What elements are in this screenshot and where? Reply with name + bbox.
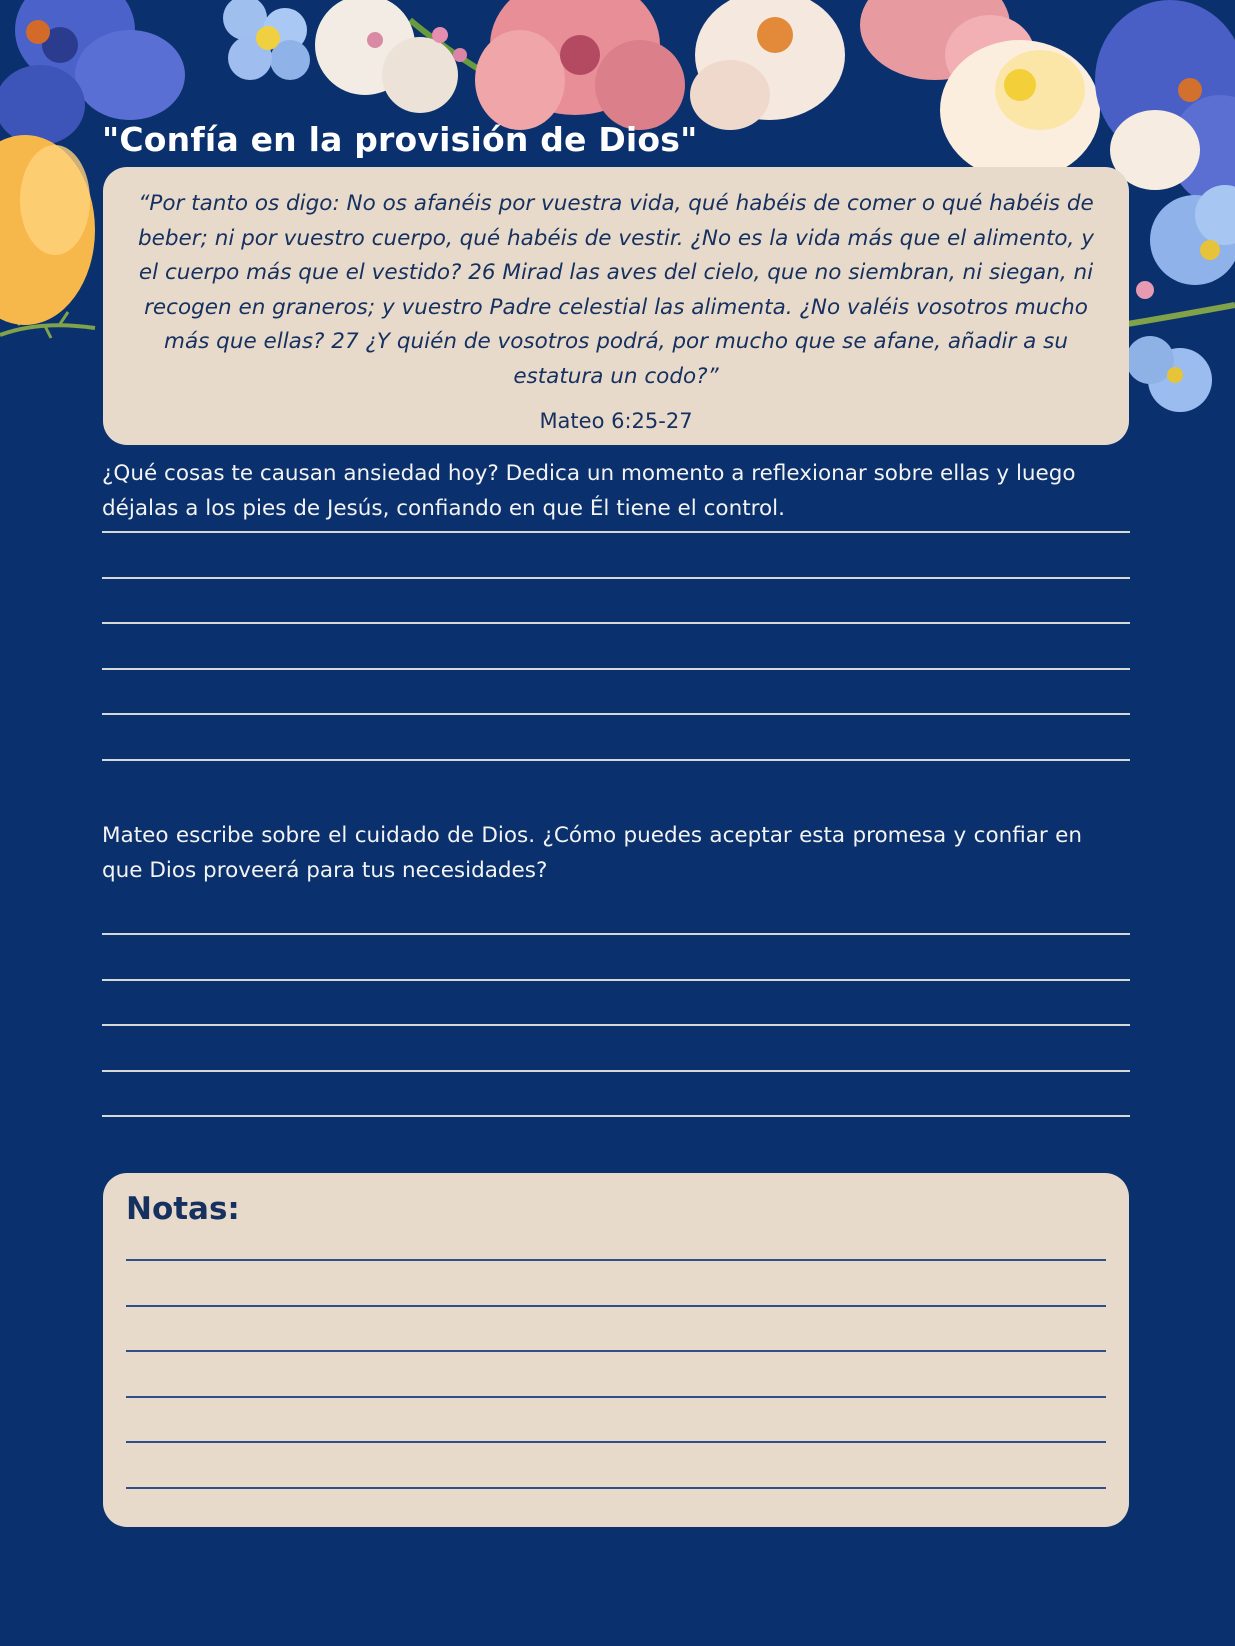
notes-line[interactable] xyxy=(126,1350,1106,1352)
verse-reference: Mateo 6:25-27 xyxy=(539,409,693,433)
reflection-question-2: Mateo escribe sobre el cuidado de Dios. ¿Cómo puedes aceptar esta promesa y confiar en que Dios proveerá para tus necesidades? xyxy=(102,823,1082,883)
notes-card xyxy=(103,1173,1129,1527)
verse-text: “Por tanto os digo: No os afanéis por vuestra vida, qué habéis de comer o qué habéis de beber; ni por vuestro cuerpo, qué habéis de vestir. ¿No es la vida más que el alimento, y el cuerpo más que el vestido? 26 Mirad las aves del cielo, que no siembran, ni siegan, ni recogen en graneros; y vuestro Padre celestial las alimenta. ¿No valéis vosotros mucho más que ellas? 27 ¿Y quién de vosotros podrá, por mucho que se afane, añadir a su estatura un codo?” xyxy=(138,191,1094,389)
notes-line[interactable] xyxy=(126,1259,1106,1261)
writing-line[interactable] xyxy=(102,713,1130,715)
writing-line[interactable] xyxy=(102,933,1130,935)
notes-line[interactable] xyxy=(126,1305,1106,1307)
notes-line[interactable] xyxy=(126,1487,1106,1489)
writing-line[interactable] xyxy=(102,1070,1130,1072)
writing-line[interactable] xyxy=(102,531,1130,533)
notes-title: Notas: xyxy=(126,1191,240,1227)
page-title: "Confía en la provisión de Dios" xyxy=(102,120,698,159)
writing-line[interactable] xyxy=(102,979,1130,981)
notes-line[interactable] xyxy=(126,1441,1106,1443)
writing-line[interactable] xyxy=(102,668,1130,670)
writing-line[interactable] xyxy=(102,759,1130,761)
writing-line[interactable] xyxy=(102,1115,1130,1117)
notes-line[interactable] xyxy=(126,1396,1106,1398)
writing-line[interactable] xyxy=(102,1024,1130,1026)
writing-line[interactable] xyxy=(102,622,1130,624)
writing-line[interactable] xyxy=(102,577,1130,579)
verse-card xyxy=(103,167,1129,445)
reflection-question-1: ¿Qué cosas te causan ansiedad hoy? Dedica un momento a reflexionar sobre ellas y luego déjalas a los pies de Jesús, confiando en que Él tiene el control. xyxy=(102,461,1076,521)
